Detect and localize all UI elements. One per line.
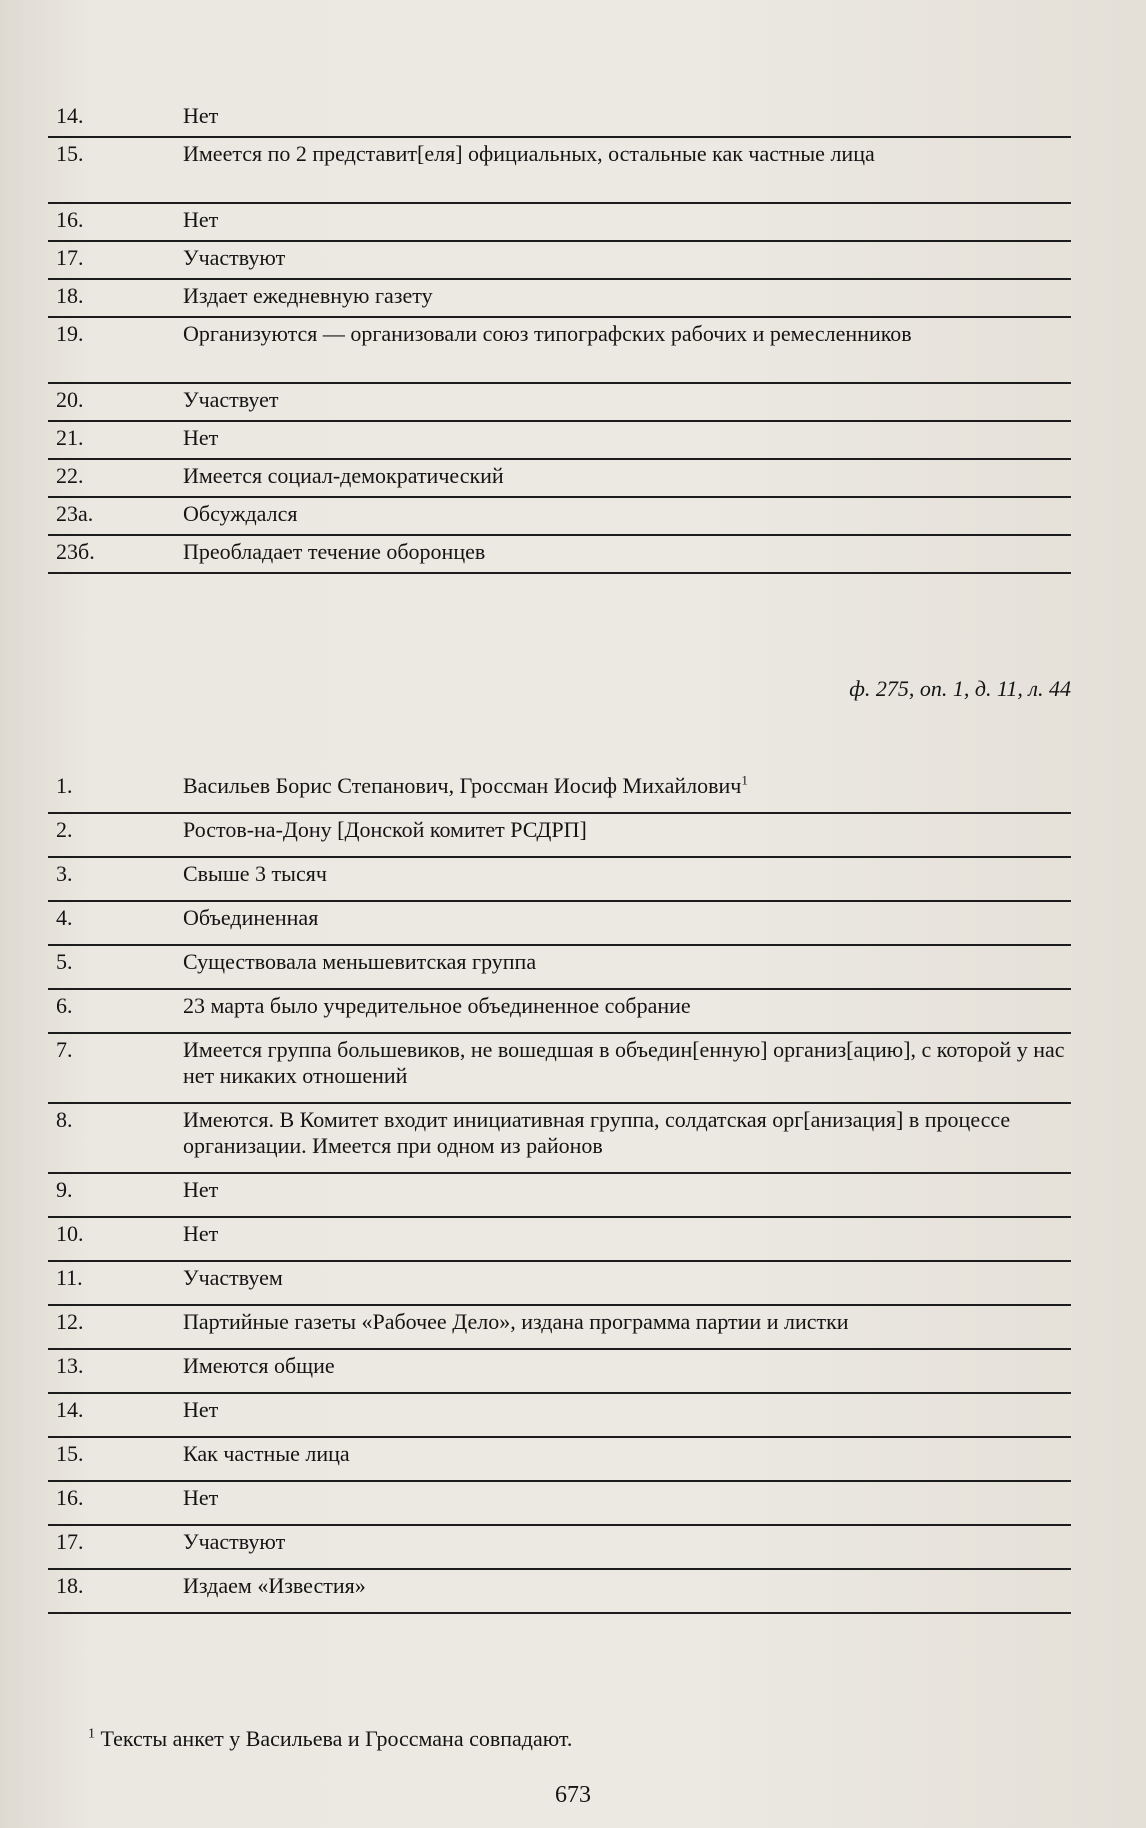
table-row	[48, 1438, 1071, 1482]
row-number: 12.	[56, 1309, 84, 1334]
row-text: Издаем «Известия»	[183, 1573, 366, 1598]
row-text: Нет	[183, 1221, 219, 1246]
table-row	[48, 1570, 1071, 1614]
row-number: 3.	[56, 861, 73, 886]
archive-reference: ф. 275, оп. 1, д. 11, л. 44	[849, 676, 1071, 701]
table-row	[48, 204, 1071, 242]
row-number: 5.	[56, 949, 73, 974]
table-row	[48, 100, 1071, 138]
table-row	[48, 422, 1071, 460]
row-number: 14.	[56, 1397, 84, 1422]
footnote-number: 1	[88, 1726, 95, 1742]
row-number: 16.	[56, 207, 84, 232]
row-number: 15.	[56, 1441, 84, 1466]
table-row	[48, 858, 1071, 902]
row-number: 21.	[56, 425, 84, 450]
row-number: 18.	[56, 283, 84, 308]
row-number: 7.	[56, 1037, 73, 1062]
row-text: Имеются общие	[183, 1353, 335, 1378]
table-row	[48, 1482, 1071, 1526]
table-row	[48, 138, 1071, 204]
row-text: Свыше 3 тысяч	[183, 861, 327, 886]
row-text: Участвует	[183, 387, 279, 412]
row-text: Участвуют	[183, 245, 286, 270]
row-text: Имеется социал-демократический	[183, 463, 504, 488]
row-text: Имеется по 2 представит[еля] официальных, остальные как частные лица	[183, 141, 875, 166]
row-number: 16.	[56, 1485, 84, 1510]
table-row	[48, 1350, 1071, 1394]
row-number: 15.	[56, 141, 84, 166]
table-row	[48, 946, 1071, 990]
table-row	[48, 498, 1071, 536]
row-number: 11.	[56, 1265, 83, 1290]
row-number: 23а.	[56, 501, 94, 526]
row-number: 14.	[56, 103, 84, 128]
row-text: Объединенная	[183, 905, 319, 930]
table-row	[48, 536, 1071, 574]
table-row	[48, 770, 1071, 814]
row-text: Имеются. В Комитет входит инициативная группа, солдатская орг[анизация] в процессе организации. Имеется при одном из районов	[183, 1107, 1011, 1158]
footnote-mark: 1	[741, 772, 748, 788]
row-text: Нет	[183, 1177, 219, 1202]
table-row	[48, 1262, 1071, 1306]
table-row	[48, 280, 1071, 318]
row-number: 17.	[56, 245, 84, 270]
row-number: 22.	[56, 463, 84, 488]
row-number: 23б.	[56, 539, 95, 564]
row-number: 19.	[56, 321, 84, 346]
table-row	[48, 1034, 1071, 1104]
row-number: 18.	[56, 1573, 84, 1598]
footnote	[88, 1726, 572, 1752]
row-text: Как частные лица	[183, 1441, 350, 1466]
row-text: Имеется группа большевиков, не вошедшая в объедин[енную] организ[ацию], с которой у нас нет никаких отношений	[183, 1037, 1065, 1088]
questionnaire-block-2	[48, 770, 1071, 1614]
table-row	[48, 990, 1071, 1034]
table-row	[48, 384, 1071, 422]
row-number: 20.	[56, 387, 84, 412]
footnote-text: Тексты анкет у Васильева и Гроссмана совпадают.	[100, 1726, 573, 1751]
row-text: Нет	[183, 103, 219, 128]
page-number: 673	[555, 1782, 591, 1808]
row-text: Партийные газеты «Рабочее Дело», издана программа партии и листки	[183, 1309, 849, 1334]
table-row	[48, 460, 1071, 498]
row-text	[183, 773, 1071, 799]
table-row	[48, 902, 1071, 946]
table-row	[48, 242, 1071, 280]
row-text: Участвуют	[183, 1529, 286, 1554]
table-row	[48, 1394, 1071, 1438]
row-text: Обсуждался	[183, 501, 298, 526]
row-text: Участвуем	[183, 1265, 283, 1290]
row-number: 6.	[56, 993, 73, 1018]
row-number: 8.	[56, 1107, 73, 1132]
table-row	[48, 1174, 1071, 1218]
row-text-value: Васильев Борис Степанович, Гроссман Иосиф Михайлович	[183, 773, 742, 798]
row-text: Нет	[183, 1485, 219, 1510]
row-number: 10.	[56, 1221, 84, 1246]
table-row	[48, 1526, 1071, 1570]
row-text: Организуются — организовали союз типографских рабочих и ремесленников	[183, 321, 912, 346]
table-row	[48, 1104, 1071, 1174]
row-number: 17.	[56, 1529, 84, 1554]
table-row	[48, 1306, 1071, 1350]
row-number: 2.	[56, 817, 73, 842]
row-text: 23 марта было учредительное объединенное собрание	[183, 993, 691, 1018]
row-number: 13.	[56, 1353, 84, 1378]
row-text: Нет	[183, 207, 219, 232]
row-number: 1.	[56, 773, 73, 798]
row-text: Нет	[183, 1397, 219, 1422]
row-text: Преобладает течение оборонцев	[183, 539, 486, 564]
row-text: Издает ежедневную газету	[183, 283, 433, 308]
table-row	[48, 814, 1071, 858]
row-text: Существовала меньшевитская группа	[183, 949, 537, 974]
table-row	[48, 1218, 1071, 1262]
row-number: 4.	[56, 905, 73, 930]
row-text: Нет	[183, 425, 219, 450]
row-text: Ростов-на-Дону [Донской комитет РСДРП]	[183, 817, 587, 842]
table-row	[48, 318, 1071, 384]
row-number: 9.	[56, 1177, 73, 1202]
questionnaire-block-1	[48, 100, 1071, 574]
